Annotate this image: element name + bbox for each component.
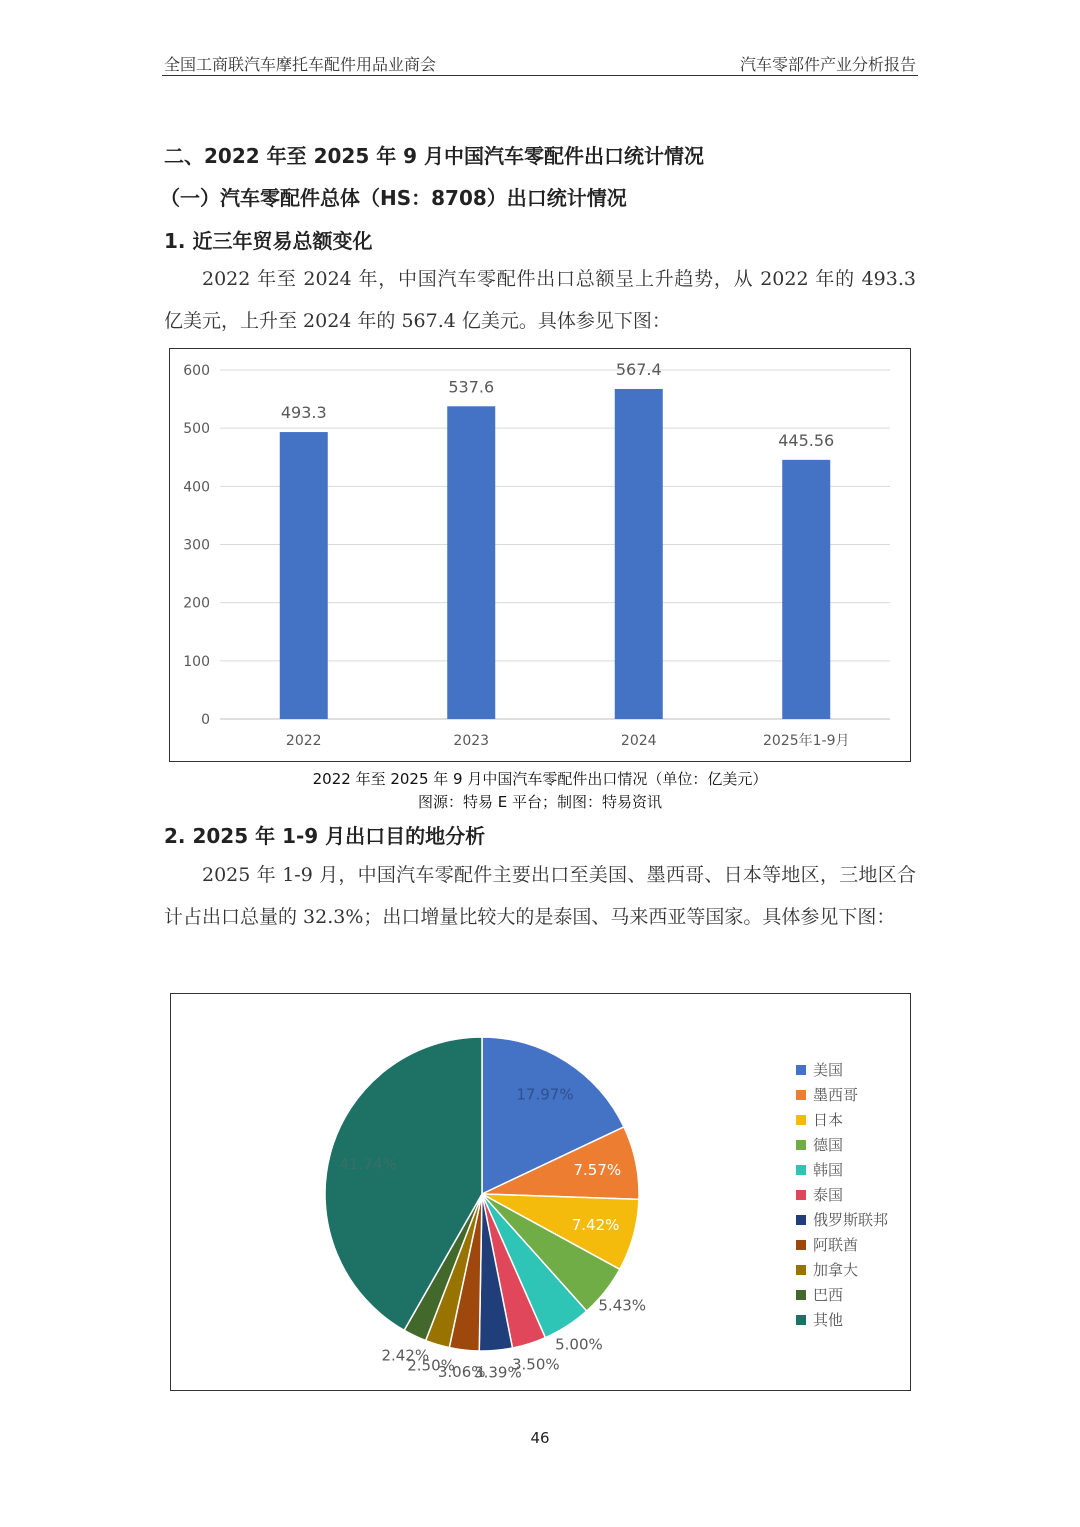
y-tick-label: 600	[183, 363, 210, 379]
legend-item	[796, 1107, 888, 1132]
legend-swatch	[796, 1065, 806, 1075]
pie-data-label: 3.06%	[437, 1362, 486, 1381]
pie-data-label: 7.42%	[571, 1216, 620, 1235]
legend-label: 德国	[813, 1136, 844, 1154]
chart1-caption: 2022 年至 2025 年 9 月中国汽车零配件出口情况（单位：亿美元）	[312, 770, 768, 788]
legend-item	[796, 1232, 888, 1257]
legend-label: 泰国	[813, 1186, 844, 1204]
bar-data-label: 445.56	[778, 430, 835, 450]
pie-data-label: 17.97%	[516, 1085, 574, 1104]
legend-swatch	[796, 1315, 806, 1325]
pie-data-label: 5.00%	[555, 1335, 603, 1354]
legend-swatch	[796, 1165, 806, 1175]
legend-label: 墨西哥	[813, 1086, 859, 1104]
pie-legend	[796, 1057, 888, 1332]
y-tick-label: 400	[183, 479, 210, 496]
pie-data-label: 3.50%	[511, 1355, 560, 1374]
header-report-title: 汽车零部件产业分析报告	[739, 55, 916, 74]
x-tick-label: 2025年1-9月	[763, 733, 850, 749]
legend-swatch	[796, 1240, 806, 1250]
section-title: 二、2022 年至 2025 年 9 月中国汽车零配件出口统计情况	[164, 144, 705, 168]
bar-data-label: 567.4	[615, 359, 662, 379]
pie-data-label: 2.50%	[407, 1356, 455, 1375]
legend-label: 加拿大	[813, 1261, 859, 1279]
bar	[782, 460, 830, 719]
header-divider	[162, 75, 918, 76]
bar-chart-frame	[169, 348, 911, 762]
bar	[447, 406, 495, 719]
bar-data-label: 537.6	[448, 377, 495, 397]
x-tick-label: 2023	[453, 733, 490, 749]
pie-data-label: 5.43%	[598, 1296, 647, 1315]
pie-data-label: 3.39%	[474, 1363, 522, 1382]
legend-item	[796, 1132, 888, 1157]
legend-item	[796, 1157, 888, 1182]
bar-chart	[170, 349, 910, 761]
legend-swatch	[796, 1290, 806, 1300]
pie-data-label: 2.42%	[381, 1346, 430, 1365]
legend-swatch	[796, 1090, 806, 1100]
legend-item	[796, 1257, 888, 1282]
pie-data-label: 41.74%	[339, 1154, 397, 1173]
bar	[280, 432, 328, 719]
bar	[615, 389, 663, 719]
legend-item	[796, 1307, 888, 1332]
y-tick-label: 0	[201, 712, 210, 728]
y-tick-label: 200	[183, 595, 210, 612]
legend-swatch	[796, 1190, 806, 1200]
legend-item	[796, 1182, 888, 1207]
legend-swatch	[796, 1215, 806, 1225]
legend-label: 美国	[813, 1061, 844, 1079]
legend-swatch	[796, 1115, 806, 1125]
legend-label: 日本	[813, 1111, 844, 1129]
chart1-source: 图源：特易 E 平台；制图：特易资讯	[417, 793, 662, 811]
y-tick-label: 300	[183, 537, 210, 554]
header-org-name: 全国工商联汽车摩托车配件用品业商会	[164, 55, 437, 74]
y-tick-label: 500	[183, 421, 210, 438]
legend-swatch	[796, 1265, 806, 1275]
bar-data-label: 493.3	[280, 403, 327, 423]
x-tick-label: 2024	[620, 733, 657, 749]
item1-title: 1. 近三年贸易总额变化	[164, 229, 373, 253]
page-number: 46	[530, 1429, 550, 1447]
legend-label: 巴西	[813, 1286, 844, 1304]
paragraph-2-text: 2025 年 1-9 月，中国汽车零配件主要出口至美国、墨西哥、日本等地区，三地区合计占出口总量的 32.3%；出口增量比较大的是泰国、马来西亚等国家。具体参见下图：	[164, 864, 916, 928]
y-tick-label: 100	[183, 653, 210, 670]
legend-label: 俄罗斯联邦	[813, 1211, 889, 1229]
legend-item	[796, 1282, 888, 1307]
item2-title: 2. 2025 年 1-9 月出口目的地分析	[164, 824, 486, 848]
pie-data-label: 7.57%	[573, 1161, 622, 1180]
legend-label: 阿联酋	[813, 1236, 859, 1254]
paragraph-2	[164, 854, 916, 938]
legend-label: 其他	[813, 1311, 844, 1329]
x-tick-label: 2022	[285, 733, 322, 749]
legend-item	[796, 1082, 888, 1107]
legend-swatch	[796, 1140, 806, 1150]
legend-item	[796, 1207, 888, 1232]
paragraph-1	[164, 258, 916, 342]
paragraph-1-text: 2022 年至 2024 年，中国汽车零配件出口总额呈上升趋势，从 2022 年的 493.3 亿美元，上升至 2024 年的 567.4 亿美元。具体参见下图：	[164, 268, 916, 332]
subsection-title: （一）汽车零配件总体（HS：8708）出口统计情况	[160, 186, 627, 210]
legend-item	[796, 1057, 888, 1082]
legend-label: 韩国	[813, 1161, 844, 1179]
